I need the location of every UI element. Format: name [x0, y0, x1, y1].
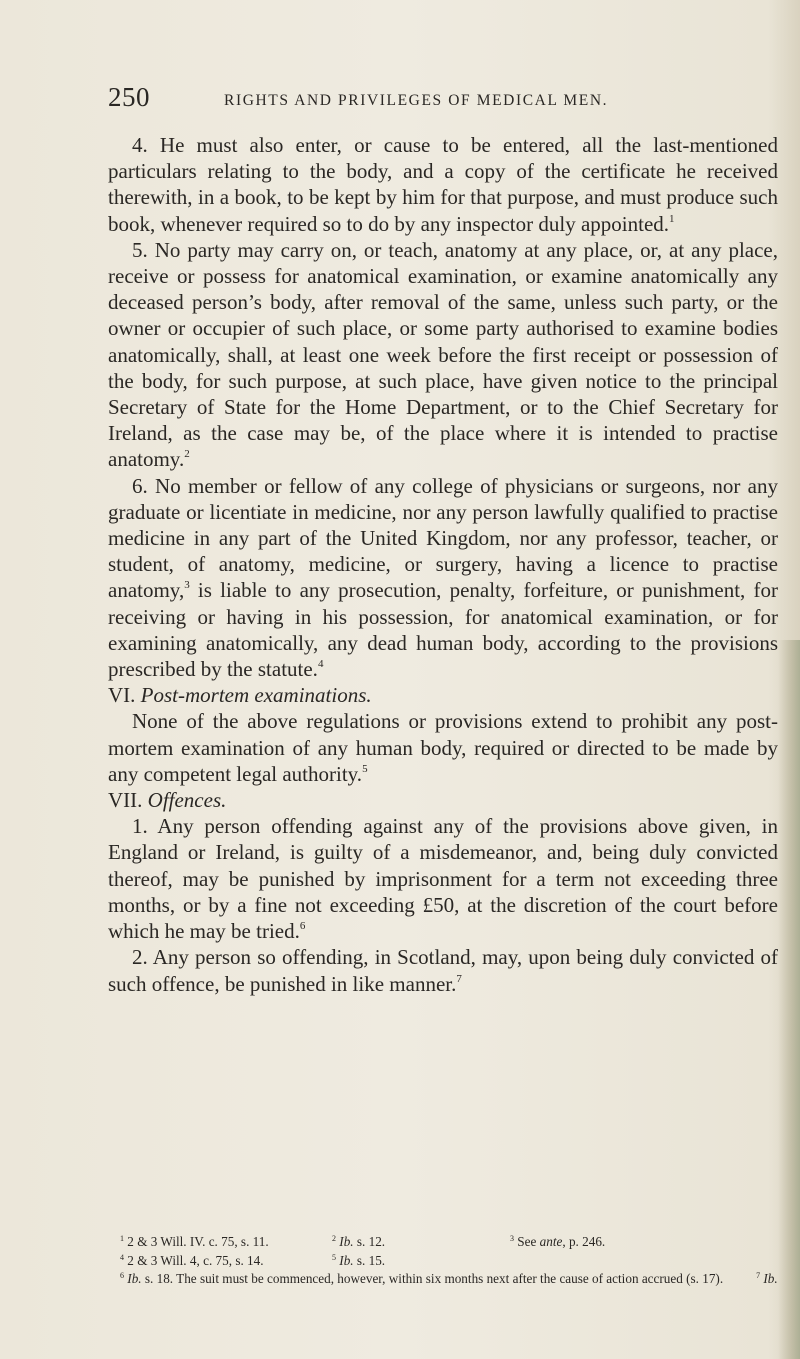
- section-heading-vi: [108, 682, 778, 708]
- section-numeral: VII.: [108, 788, 143, 813]
- footnote-ref: 3: [184, 579, 190, 592]
- section-title: Offences.: [147, 788, 227, 813]
- footnote-ref: 2: [184, 448, 190, 461]
- paragraph-text: None of the above regulations or provisions extend to prohibit any post-mortem examination of any human body, required or directed to be made by any competent legal authority.: [108, 709, 778, 786]
- footnote-2: $^2$ Ib. s. 12.: [332, 1234, 386, 1249]
- paragraph-text: 4. He must also enter, or cause to be entered, all the last-mentioned particulars relating to the body, and a copy of the certificate he received therewith, in a book, to be kept by him for that purpose, and must produce such book, whenever required so to do by any inspector duly appointed.: [108, 133, 778, 236]
- footnote-3: $^3$ See ante, p. 246.: [510, 1234, 606, 1249]
- footnote-ref: 7: [456, 972, 462, 985]
- footnote-row: [108, 1252, 778, 1271]
- section-title: Post-mortem examinations.: [140, 683, 372, 708]
- footnote-7: $^7$ Ib.: [756, 1271, 778, 1286]
- footnote-4: $^4$ 2 & 3 Will. 4, c. 75, s. 14.: [120, 1252, 264, 1268]
- footnote-1: $^1$ 2 & 3 Will. IV. c. 75, s. 11.: [120, 1234, 269, 1249]
- page-edge-shadow: [778, 640, 800, 1359]
- paragraph-4: [108, 132, 778, 237]
- page-header: [108, 82, 760, 118]
- paragraph-offences-2: [108, 944, 778, 996]
- page-number: 250: [108, 82, 150, 112]
- footnote-ref: 6: [299, 920, 306, 933]
- paragraph-text: 6. No member or fellow of any college of physicians or surgeons, nor any graduate or licentiate in medicine, nor any person lawfully qualified to practise medicine in any part of the United Kingdom, nor any professor, teacher, or student, of anatomy, medicine, or surgery, having a licence to practise anatomy,: [108, 473, 778, 603]
- paragraph-text: 5. No party may carry on, or teach, anatomy at any place, or, at any place, receive or possess for anatomical examination, or examine anatomically any deceased person’s body, after removal of the same, unless such party, or the owner or occupier of such place, or some party authorised to examine bodies anatomically, shall, at least one week before the first receipt or possession of the body, for such purpose, at such place, have given notice to the principal Secretary of State for the Home Department, or to the Chief Secretary for Ireland, as the case may be, of the place where it is intended to practise anatomy.: [108, 237, 778, 472]
- running-head: RIGHTS AND PRIVILEGES OF MEDICAL MEN.: [224, 92, 609, 109]
- footnote-row: [108, 1233, 778, 1252]
- paragraph-text: is liable to any prosecution, penalty, forfeiture, or punishment, for receiving or having in his possession, for anatomical examination, or for examining anatomically, any dead human body, according to the provisions prescribed by the statute.: [108, 578, 778, 682]
- footnote-ref: 5: [362, 762, 368, 775]
- paragraph-6: [108, 473, 778, 683]
- footnote-5: $^5$ Ib. s. 15.: [332, 1252, 386, 1268]
- section-heading-vii: [108, 787, 778, 813]
- body-text: [108, 132, 778, 997]
- paragraph-post-mortem: [108, 708, 778, 787]
- paragraph-5: [108, 237, 778, 473]
- paragraph-text: 1. Any person offending against any of the provisions above given, in England or Ireland, is guilty of a misdemeanor, and, being duly convicted thereof, may be punished by imprisonment for a term not exceeding three months, or by a fine not exceeding £50, at the discretion of the court before which he may be tried.: [108, 814, 778, 944]
- footnote-6: $^6$ Ib. s. 18. The suit must be commenced, however, within six months next after the cause of action accrued (s. 17). $^7$ Ib.: [120, 1271, 778, 1286]
- footnote-ref: 1: [669, 212, 675, 225]
- paragraph-text: 2. Any person so offending, in Scotland, may, upon being duly convicted of such offence, be punished in like manner.: [108, 945, 778, 996]
- footnotes: [108, 1233, 778, 1289]
- footnote-ref: 4: [317, 658, 324, 671]
- paragraph-offences-1: [108, 813, 778, 944]
- section-numeral: VI.: [108, 683, 136, 708]
- footnote-row: [108, 1270, 778, 1289]
